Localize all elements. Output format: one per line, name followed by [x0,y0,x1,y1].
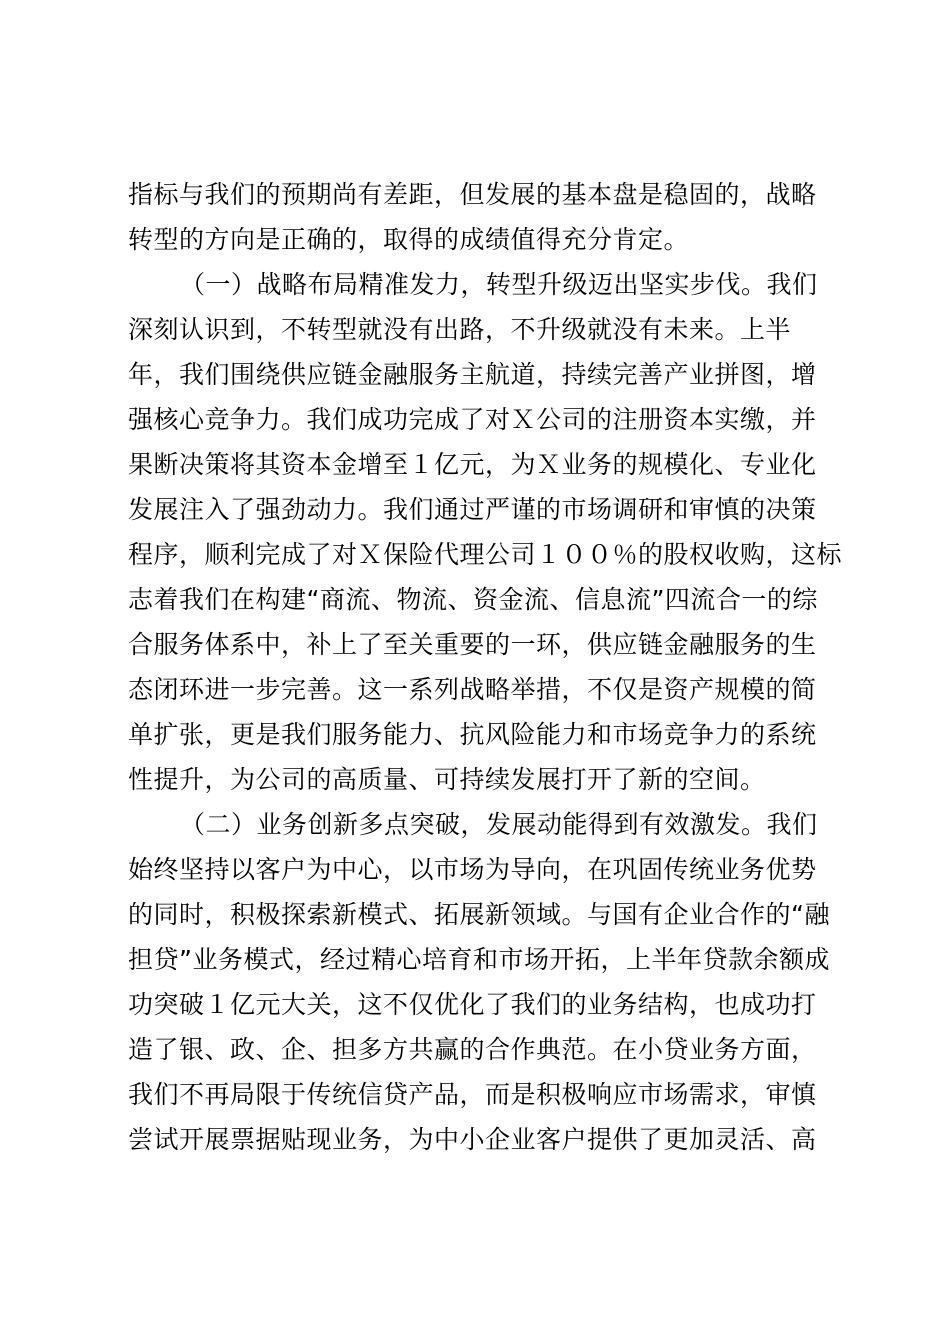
text-line: 深刻认识到，不转型就没有出路，不升级就没有未来。上半 [128,315,792,344]
text-line: 单扩张，更是我们服务能力、抗风险能力和市场竞争力的系统 [128,720,817,749]
text-line: 尝试开展票据贴现业务，为中小企业客户提供了更加灵活、高 [128,1125,817,1154]
section-heading-line: （二）业务创新多点突破，发展动能得到有效激发。我们 [180,810,818,839]
text-line: 强核心竞争力。我们成功完成了对Ｘ公司的注册资本实缴，并 [128,405,817,434]
text-line: 程序，顺利完成了对Ｘ保险代理公司１００％的股权收购，这标 [128,540,843,569]
body-text [128,172,843,1162]
text-line: 担贷”业务模式，经过精心培育和市场开拓，上半年贷款余额成 [128,945,830,974]
section-heading-line: （一）战略布局精准发力，转型升级迈出坚实步伐。我们 [180,270,818,299]
text-line: 发展注入了强劲动力。我们通过严谨的市场调研和审慎的决策 [128,495,817,524]
text-line: 的同时，积极探索新模式、拓展新领域。与国有企业合作的“融 [128,900,830,929]
text-line: 果断决策将其资本金增至１亿元，为Ｘ业务的规模化、专业化 [128,450,817,479]
text-line: 合服务体系中，补上了至关重要的一环，供应链金融服务的生 [128,630,817,659]
text-line: 指标与我们的预期尚有差距，但发展的基本盘是稳固的，战略 [128,180,817,209]
text-line: 功突破１亿元大关，这不仅优化了我们的业务结构，也成功打 [128,990,817,1019]
text-line: 转型的方向是正确的，取得的成绩值得充分肯定。 [128,225,690,254]
text-line: 年，我们围绕供应链金融服务主航道，持续完善产业拼图，增 [128,360,817,389]
text-line: 性提升，为公司的高质量、可持续发展打开了新的空间。 [128,765,766,794]
text-line: 志着我们在构建“商流、物流、资金流、信息流”四流合一的综 [128,585,818,614]
text-line: 我们不再局限于传统信贷产品，而是积极响应市场需求，审慎 [128,1080,817,1109]
text-line: 态闭环进一步完善。这一系列战略举措，不仅是资产规模的简 [128,675,817,704]
text-line: 造了银、政、企、担多方共赢的合作典范。在小贷业务方面， [128,1035,817,1064]
text-line: 始终坚持以客户为中心，以市场为导向，在巩固传统业务优势 [128,855,817,884]
